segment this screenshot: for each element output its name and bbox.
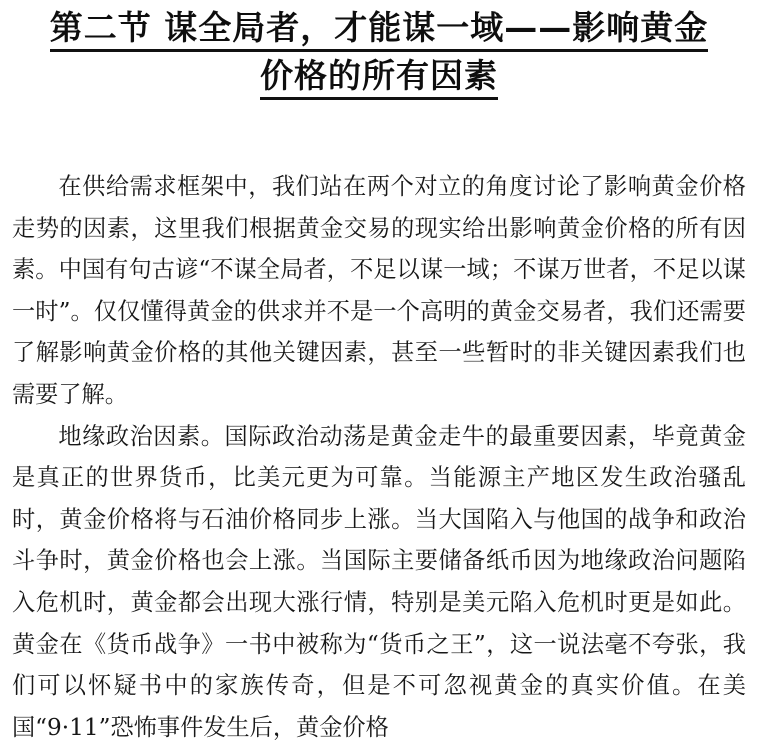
section-heading-line-2-text: 价格的所有因素 — [260, 56, 498, 100]
paragraph-intro: 在供给需求框架中，我们站在两个对立的角度讨论了影响黄金价格走势的因素，这里我们根据黄金交易的现实给出影响黄金价格的所有因素。中国有句古谚“不谋全局者，不足以谋一域；不谋万世者，不足以谋一时”。仅仅懂得黄金的供求并不是一个高明的黄金交易者，我们还需要了解影响黄金价格的其他关键因素，甚至一些暂时的非关键因素我们也需要了解。 — [12, 173, 746, 408]
paragraph-geopolitics: 地缘政治因素。国际政治动荡是黄金走牛的最重要因素，毕竟黄金是真正的世界货币，比美元更为可靠。当能源主产地区发生政治骚乱时，黄金价格将与石油价格同步上涨。当大国陷入与他国的战争和政治斗争时，黄金价格也会上涨。当国际主要储备纸币因为地缘政治问题陷入危机时，黄金都会出现大涨行情，特别是美元陷入危机时更是如此。黄金在《货币战争》一书中被称为“货币之王”，这一说法毫不夸张，我们可以怀疑书中的家族传奇，但是不可忽视黄金的真实价值。在美国“9·11”恐怖事件发生后，黄金价格 — [12, 422, 746, 741]
body-text — [12, 166, 746, 748]
section-heading-line-1-text: 第二节 谋全局者，才能谋一域——影响黄金 — [50, 8, 709, 52]
section-heading-line-1 — [0, 8, 758, 52]
section-heading-line-2 — [0, 56, 758, 100]
